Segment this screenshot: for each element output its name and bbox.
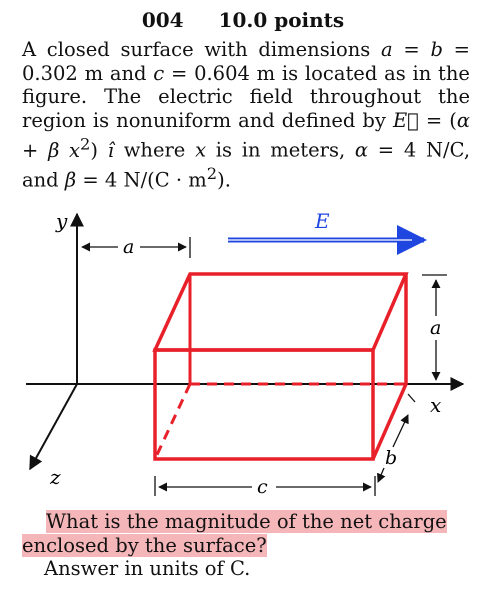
statement-part-4: where [123,138,186,162]
box-front-face [155,350,373,459]
dim-a-top-label: a [123,236,135,258]
statement-part-2: 0.302 m and [22,61,147,85]
problem-number: 004 [141,8,184,32]
dim-b-tick [408,394,415,402]
dim-a-side-label: a [430,317,442,339]
math-a-eq-b: a = b = [381,38,470,61]
dim-b-arrow-lower [378,468,384,482]
math-alpha-eq: α = [354,138,395,162]
E-field-label: E [315,209,330,233]
statement-part-1: A closed surface with dimensions [22,38,371,61]
y-axis-label: y [56,209,68,233]
box-hidden-edge-depth [155,384,190,459]
math-c-eq: c = [153,61,188,85]
problem-header [0,8,486,32]
gauss-box-figure [0,200,486,510]
problem-statement: A closed surface with dimensions a = b = 0.302 m and c = 0.604 m is located as in the figure. The electric field throughout the region is nonuniform and defined by E⃗ = (α + β $x^2$) ı̂ where x is in meters, α = 4 N/C, and β = 4 $N/(C \cdot m^2)$. [22,38,471,192]
math-x: x [195,138,207,162]
math-beta-eq: β = [64,168,99,192]
question-line-2: enclosed by the surface? [22,533,267,557]
question-line-1: What is the magnitude of the net charge [46,510,447,533]
dim-b-label: b [385,447,398,469]
box-top-face [155,274,406,350]
dim-b-arrow-upper [393,415,408,447]
math-E-vector: E⃗ = (α + β $x^2$) ı̂ [22,108,471,162]
statement-part-3: 0.604 m is located as in the figure. The electric field throughout the region is nonuniform and defined by [22,61,470,132]
z-axis-label: z [50,465,61,489]
answer-units: Answer in units of C. [44,557,251,580]
statement-part-5: is in meters, [215,138,346,162]
statement-part-7: 4 N/(C · m [104,168,207,192]
question-block [22,510,472,581]
problem-points: 10.0 points [218,8,345,32]
x-axis-label: x [430,393,442,417]
z-axis [30,384,77,469]
dim-c-label: c [257,476,268,498]
statement-part-8: ). [217,168,231,192]
statement-part-6: 4 N/C, and [22,138,471,192]
